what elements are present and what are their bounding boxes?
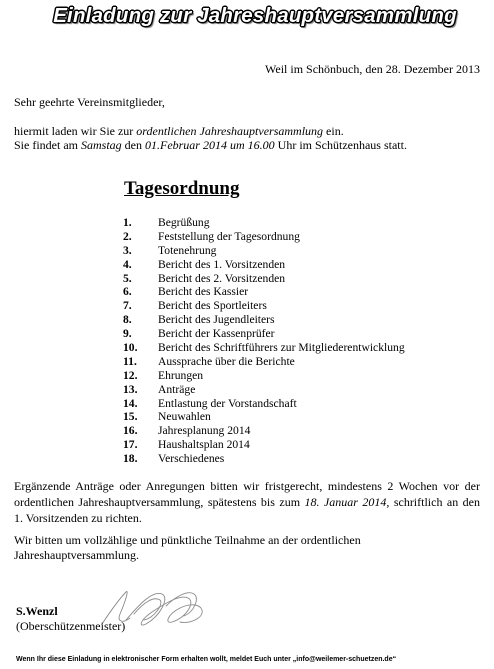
agenda-item <box>123 397 405 411</box>
deadline-emphasis: 18. Januar 2014, <box>304 495 390 509</box>
agenda-item-number: 8. <box>123 313 132 327</box>
agenda-item-text: Aussprache über die Berichte <box>158 354 295 368</box>
agenda-item <box>123 272 405 286</box>
agenda-item-number: 3. <box>123 243 132 257</box>
agenda-item-text: Haushaltsplan 2014 <box>158 438 250 452</box>
agenda-item-text: Ehrungen <box>158 368 204 382</box>
invitation-line-2: Sie findet am Samstag den 01.Februar 2014 um 16.00 Uhr im Schützenhaus statt. <box>14 138 407 152</box>
agenda-item-number: 1. <box>123 216 132 229</box>
agenda-item-number: 2. <box>123 229 132 243</box>
date-time-emphasis: 01.Februar 2014 um 16.00 <box>144 138 275 152</box>
agenda-item <box>123 369 405 383</box>
agenda-list <box>123 216 405 466</box>
footer-note: Wenn Ihr diese Einladung in elektronischer Form erhalten wollt, meldet Euch unter „info@weilemer-schuetzen.de“ <box>16 656 397 663</box>
agenda-item-number: 10. <box>123 341 138 355</box>
agenda-item-text: Anträge <box>158 382 196 396</box>
signer-block <box>16 604 125 634</box>
agenda-item-number: 6. <box>123 285 132 299</box>
agenda-item-text: Bericht des Sportleiters <box>158 299 267 313</box>
agenda-item-number: 14. <box>123 396 138 410</box>
agenda-item-text: Bericht des 2. Vorsitzenden <box>158 271 286 285</box>
agenda-item <box>123 355 405 369</box>
agenda-item-number: 12. <box>123 368 138 382</box>
agenda-item-number: 13. <box>123 382 138 396</box>
agenda-item <box>123 327 405 341</box>
agenda-item-text: Bericht des Schriftführers zur Mitgliederentwicklung <box>158 341 405 355</box>
agenda-item <box>123 452 405 466</box>
salutation: Sehr geehrte Vereinsmitglieder, <box>14 95 165 109</box>
signer-name: S.Wenzl <box>16 604 58 618</box>
agenda-item-text: Entlastung der Vorstandschaft <box>158 396 297 410</box>
agenda-item-text: Jahresplanung 2014 <box>158 424 251 438</box>
agenda-item-number: 17. <box>123 438 138 452</box>
agenda-item-text: Verschiedenes <box>158 452 225 466</box>
closing-line-1: Wir bitten um vollzählige und pünktliche Teilnahme an der ordentlichen <box>14 533 361 547</box>
agenda-item-text: Begrüßung <box>158 216 210 229</box>
note-line-1: Ergänzende Anträge oder Anregungen bitten wir fristgerecht, mindestens 2 Wochen vor der <box>14 479 480 493</box>
agenda-item <box>123 299 405 313</box>
note-line-2: ordentlichen Jahreshauptversammlung, spätestens bis zum 18. Januar 2014, schriftlich an den <box>14 495 481 509</box>
agenda-item-number: 7. <box>123 299 132 313</box>
date-line: Weil im Schönbuch, den 28. Dezember 2013 <box>265 62 480 76</box>
agenda-item-number: 5. <box>123 271 132 285</box>
agenda-item <box>123 216 405 230</box>
agenda-item <box>123 410 405 424</box>
agenda-item <box>123 230 405 244</box>
agenda-item <box>123 244 405 258</box>
agenda-item <box>123 383 405 397</box>
agenda-item-text: Neuwahlen <box>158 410 211 424</box>
invitation-paragraph <box>14 124 407 152</box>
weekday-emphasis: Samstag <box>80 138 122 152</box>
note-line-3: 1. Vorsitzenden zu richten. <box>14 511 142 525</box>
agenda-item-text: Bericht des Kassier <box>158 285 249 299</box>
agenda-item <box>123 313 405 327</box>
agenda-item-number: 16. <box>123 424 138 438</box>
agenda-item-number: 18. <box>123 452 138 466</box>
signer-role: (Oberschützenmeister) <box>16 619 126 633</box>
agenda-item-number: 15. <box>123 410 138 424</box>
agenda-item <box>123 285 405 299</box>
agenda-item-text: Feststellung der Tagesordnung <box>158 229 300 243</box>
agenda-item-number: 11. <box>123 354 137 368</box>
agenda-heading: Tagesordnung <box>124 178 240 199</box>
agenda-item <box>123 438 405 452</box>
closing-line-2: Jahreshauptversammlung. <box>14 548 139 562</box>
agenda-item-text: Bericht der Kassenprüfer <box>158 327 275 341</box>
submission-note <box>14 478 480 526</box>
agenda-item-number: 4. <box>123 257 132 271</box>
closing-paragraph <box>14 533 361 563</box>
agenda-item-number: 9. <box>123 327 132 341</box>
agenda-item-text: Bericht des 1. Vorsitzenden <box>158 257 286 271</box>
meeting-type-emphasis: ordentlichen Jahreshauptversammlung <box>136 124 324 138</box>
document-title: Einladung zur Jahreshauptversammlung <box>53 4 457 27</box>
agenda-item <box>123 341 405 355</box>
agenda-item <box>123 258 405 272</box>
agenda-item-text: Bericht des Jugendleiters <box>158 313 275 327</box>
invitation-line-1: hiermit laden wir Sie zur ordentlichen Jahreshauptversammlung ein. <box>14 124 344 138</box>
agenda-item-text: Totenehrung <box>158 243 217 257</box>
agenda-item <box>123 424 405 438</box>
